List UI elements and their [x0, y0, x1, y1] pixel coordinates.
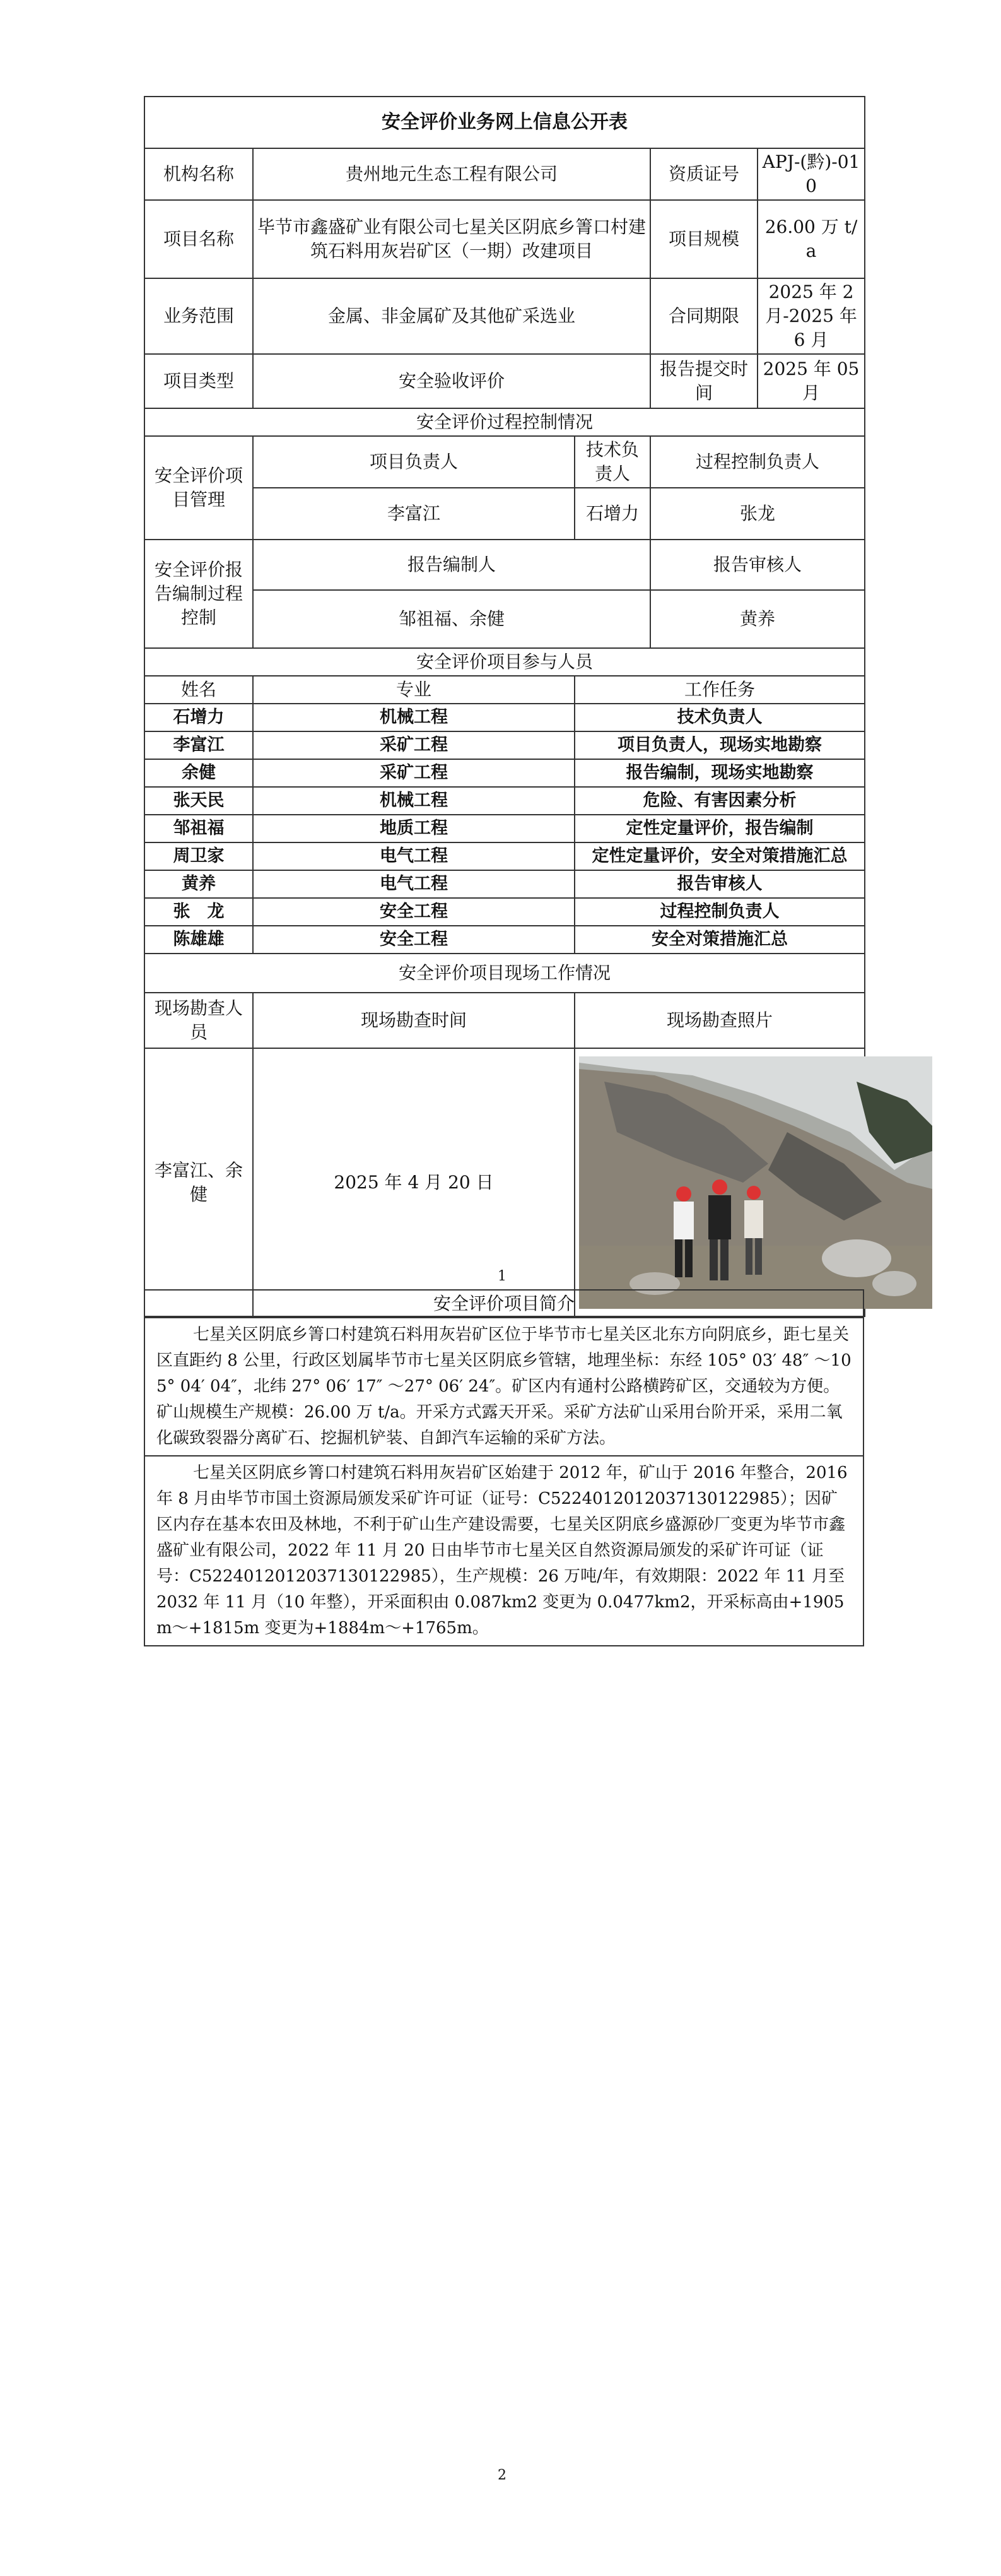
report-time-value: 2025 年 05 月: [758, 354, 865, 408]
period-value: 2025 年 2 月-2025 年 6 月: [758, 278, 865, 354]
table-row: [144, 704, 865, 731]
staff-task: 过程控制负责人: [575, 898, 865, 926]
table-title: 安全评价业务网上信息公开表: [144, 97, 865, 148]
site-people-value: 李富江、余健: [144, 1048, 253, 1316]
period-label: 合同期限: [650, 278, 758, 354]
staff-major: 电气工程: [253, 842, 575, 870]
project-summary-table: [144, 1289, 864, 1646]
staff-name: 石增力: [144, 704, 253, 731]
staff-header-major: 专业: [253, 676, 575, 704]
staff-header-task: 工作任务: [575, 676, 865, 704]
staff-name: 黄养: [144, 870, 253, 898]
process-section-title: 安全评价过程控制情况: [144, 408, 865, 436]
org-label: 机构名称: [144, 148, 253, 200]
report-ctrl-label: 安全评价报告编制过程控制: [144, 540, 253, 648]
org-value: 贵州地元生态工程有限公司: [253, 148, 650, 200]
staff-task: 项目负责人，现场实地勘察: [575, 731, 865, 759]
report-reviewer-value: 黄养: [650, 590, 865, 648]
site-photo: [579, 1056, 932, 1309]
staff-name: 周卫家: [144, 842, 253, 870]
staff-major: 电气工程: [253, 870, 575, 898]
staff-major: 地质工程: [253, 815, 575, 842]
staff-name: 张天民: [144, 787, 253, 815]
quarry-photo-illustration: [579, 1056, 932, 1309]
type-label: 项目类型: [144, 354, 253, 408]
table-row: [144, 926, 865, 954]
cert-label: 资质证号: [650, 148, 758, 200]
staff-task: 报告审核人: [575, 870, 865, 898]
site-photo-cell: [575, 1048, 865, 1316]
tech-lead-header: 技术负责人: [575, 436, 650, 488]
project-label: 项目名称: [144, 200, 253, 278]
staff-task: 安全对策措施汇总: [575, 926, 865, 954]
staff-name: 张 龙: [144, 898, 253, 926]
project-lead-header: 项目负责人: [253, 436, 575, 488]
table-row: [144, 815, 865, 842]
staff-major: 安全工程: [253, 926, 575, 954]
tech-lead-value: 石增力: [575, 488, 650, 540]
report-writer-header: 报告编制人: [253, 540, 650, 590]
table-row: [144, 870, 865, 898]
info-disclosure-table: [144, 96, 865, 1317]
staff-name: 李富江: [144, 731, 253, 759]
table-row: [144, 842, 865, 870]
table-row: [144, 898, 865, 926]
process-lead-header: 过程控制负责人: [650, 436, 865, 488]
summary-section-title: 安全评价项目简介: [144, 1290, 863, 1318]
staff-major: 采矿工程: [253, 731, 575, 759]
process-mgmt-label: 安全评价项目管理: [144, 436, 253, 540]
staff-name: 陈雄雄: [144, 926, 253, 954]
staff-task: 定性定量评价，报告编制: [575, 815, 865, 842]
project-lead-value: 李富江: [253, 488, 575, 540]
staff-major: 安全工程: [253, 898, 575, 926]
staff-major: 机械工程: [253, 787, 575, 815]
site-people-header: 现场勘查人员: [144, 993, 253, 1048]
staff-task: 危险、有害因素分析: [575, 787, 865, 815]
report-reviewer-header: 报告审核人: [650, 540, 865, 590]
scope-value: 金属、非金属矿及其他矿采选业: [253, 278, 650, 354]
page-number: 2: [498, 2467, 506, 2483]
staff-name: 余健: [144, 759, 253, 787]
summary-paragraph-1: 七星关区阴底乡箐口村建筑石料用灰岩矿区位于毕节市七星关区北东方向阴底乡，距七星关区直距约 8 公里，行政区划属毕节市七星关区阴底乡管辖，地理坐标：东经 105° 03′ 48″ ～105° 04′ 04″，北纬 27° 06′ 17″ ～27° 06′ 24″。矿区内有通村公路横跨矿区，交通较为方便。矿山规模生产规模：26.00 万 t/a。开采方式露天开采。采矿方法矿山采用台阶开采，采用二氧化碳致裂器分离矿石、挖掘机铲装、自卸汽车运输的采矿方法。: [144, 1318, 863, 1456]
site-photo-header: 现场勘查照片: [575, 993, 865, 1048]
staff-task: 技术负责人: [575, 704, 865, 731]
staff-task: 报告编制，现场实地勘察: [575, 759, 865, 787]
type-value: 安全验收评价: [253, 354, 650, 408]
table-row: [144, 731, 865, 759]
staff-header-name: 姓名: [144, 676, 253, 704]
table-row: [144, 787, 865, 815]
report-time-label: 报告提交时间: [650, 354, 758, 408]
scale-value: 26.00 万 t/a: [758, 200, 865, 278]
report-writer-value: 邹祖福、余健: [253, 590, 650, 648]
project-value: 毕节市鑫盛矿业有限公司七星关区阴底乡箐口村建筑石料用灰岩矿区（一期）改建项目: [253, 200, 650, 278]
process-lead-value: 张龙: [650, 488, 865, 540]
page-number: 1: [498, 1268, 506, 1284]
site-date-value: 2025 年 4 月 20 日: [253, 1048, 575, 1316]
staff-major: 机械工程: [253, 704, 575, 731]
site-time-header: 现场勘查时间: [253, 993, 575, 1048]
staff-name: 邹祖福: [144, 815, 253, 842]
site-section-title: 安全评价项目现场工作情况: [144, 954, 865, 993]
cert-value: APJ-(黔)-010: [758, 148, 865, 200]
scope-label: 业务范围: [144, 278, 253, 354]
table-row: [144, 759, 865, 787]
scale-label: 项目规模: [650, 200, 758, 278]
staff-major: 采矿工程: [253, 759, 575, 787]
staff-section-title: 安全评价项目参与人员: [144, 648, 865, 676]
staff-task: 定性定量评价，安全对策措施汇总: [575, 842, 865, 870]
summary-paragraph-2: 七星关区阴底乡箐口村建筑石料用灰岩矿区始建于 2012 年，矿山于 2016 年整合，2016 年 8 月由毕节市国土资源局颁发采矿许可证（证号：C5224012012037130122985）；因矿区内存在基本农田及林地，不利于矿山生产建设需要，七星关区阴底乡盛源砂厂变更为毕节市鑫盛矿业有限公司，2022 年 11 月 20 日由毕节市七星关区自然资源局颁发的采矿许可证（证号：C5224012012037130122985），生产规模：26 万吨/年，有效期限：2022 年 11 月至 2032 年 11 月（10 年整），开采面积由 0.087km2 变更为 0.0477km2，开采标高由+1905m～+1815m 变更为+1884m～+1765m。: [144, 1456, 863, 1646]
